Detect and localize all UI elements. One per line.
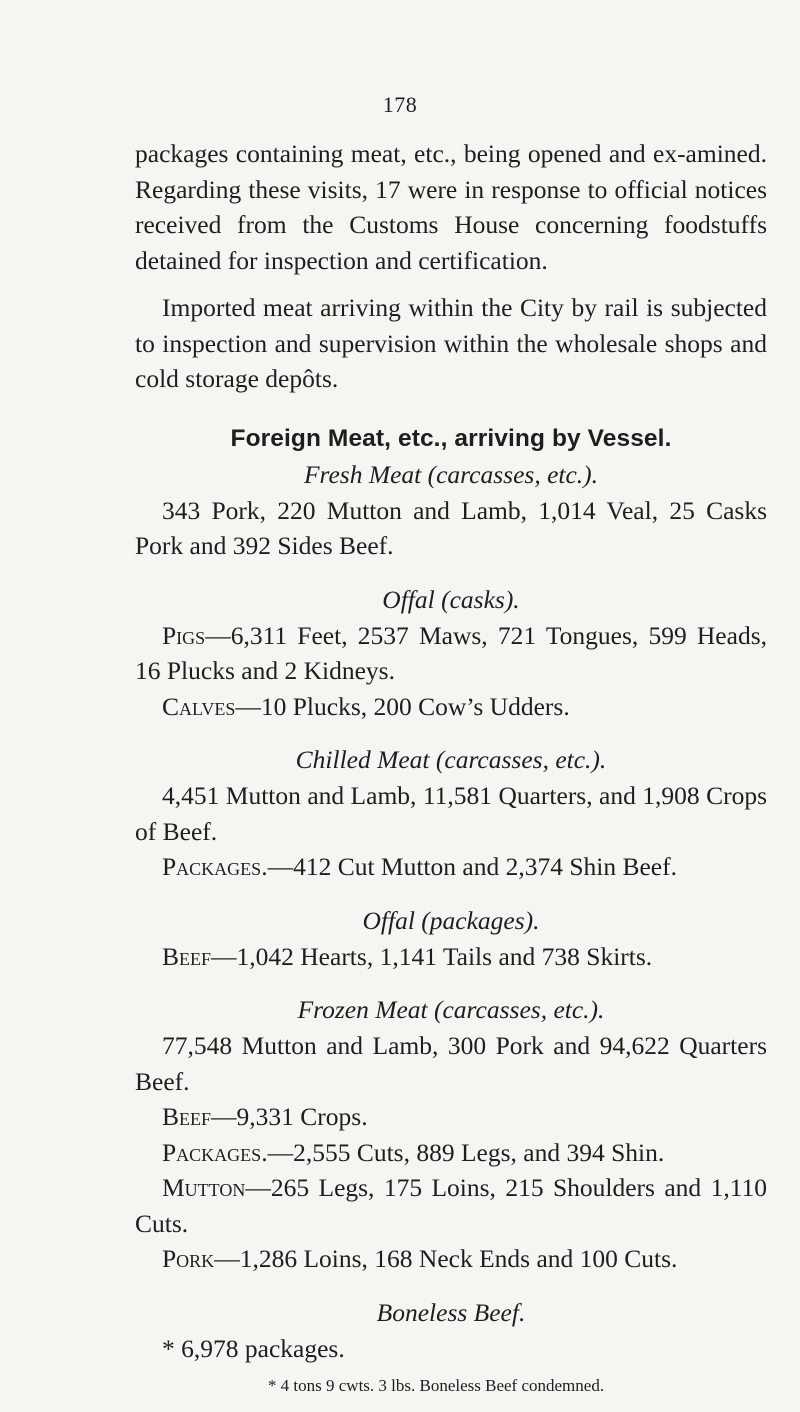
mutton-label: Mutton	[162, 1173, 246, 1202]
packages-text: —412 Cut Mutton and 2,374 Shin Beef.	[267, 852, 677, 881]
frozen-meat-heading: Frozen Meat (carcasses, etc.).	[297, 995, 605, 1024]
footnote: * 4 tons 9 cwts. 3 lbs. Boneless Beef condemned.	[267, 1376, 605, 1395]
packages-label: Packages.	[162, 1137, 268, 1167]
packages-label: Packages.	[162, 852, 268, 881]
beef-text: —1,042 Hearts, 1,141 Tails and 738 Skirts.	[211, 941, 653, 971]
chilled-meat-packages	[135, 849, 767, 885]
frozen-meat-packages	[135, 1135, 767, 1171]
intro-paragraph-1: packages containing meat, etc., being opened and ex-amined. Regarding these visits, 17 were in response to official notices received from the Customs House concerning foodstuffs detained for inspection and certification.	[135, 139, 767, 275]
offal-packages-beef	[135, 939, 767, 975]
chilled-meat-heading: Chilled Meat (carcasses, etc.).	[295, 745, 607, 774]
offal-casks-pigs	[135, 618, 767, 689]
frozen-meat-mutton	[135, 1170, 767, 1241]
chilled-meat-text: 4,451 Mutton and Lamb, 11,581 Quarters, and 1,908 Crops of Beef.	[135, 781, 767, 846]
section-title: Foreign Meat, etc., arriving by Vessel.	[230, 424, 672, 452]
page-body	[135, 136, 767, 1398]
calves-label: Calves	[162, 691, 236, 721]
pork-text: —1,286 Loins, 168 Neck Ends and 100 Cuts.	[214, 1244, 678, 1273]
packages-text: —2,555 Cuts, 889 Legs, and 394 Shin.	[267, 1137, 665, 1167]
frozen-meat-text: 77,548 Mutton and Lamb, 300 Pork and 94,622 Quarters Beef.	[135, 1031, 767, 1096]
boneless-beef-heading: Boneless Beef.	[376, 1297, 526, 1327]
intro-paragraph-2: Imported meat arriving within the City by rail is subjected to inspection and supervision within the wholesale shops and cold storage depôts.	[135, 293, 767, 393]
pigs-text: —6,311 Feet, 2537 Maws, 721 Tongues, 599 Heads, 16 Plucks and 2 Kidneys.	[135, 620, 767, 685]
fresh-meat-text: 343 Pork, 220 Mutton and Lamb, 1,014 Veal, 25 Casks Pork and 392 Sides Beef.	[135, 495, 767, 560]
offal-casks-calves	[135, 689, 767, 725]
fresh-meat-heading: Fresh Meat (carcasses, etc.).	[303, 459, 599, 489]
offal-casks-heading: Offal (casks).	[382, 584, 520, 614]
frozen-meat-beef	[135, 1099, 767, 1135]
frozen-meat-pork	[135, 1241, 767, 1277]
page-number: 178	[382, 92, 418, 117]
boneless-beef-text: * 6,978 packages.	[162, 1333, 345, 1363]
pork-label: Pork	[162, 1244, 215, 1273]
calves-text: —10 Plucks, 200 Cow’s Udders.	[235, 691, 570, 721]
offal-packages-heading: Offal (packages).	[362, 905, 540, 935]
mutton-text: —265 Legs, 175 Loins, 215 Shoulders and 1,110 Cuts.	[135, 1173, 767, 1238]
pigs-label: Pigs	[162, 620, 206, 650]
beef-label: Beef	[162, 1102, 212, 1131]
beef-text: —9,331 Crops.	[211, 1102, 368, 1131]
beef-label: Beef	[162, 941, 212, 971]
